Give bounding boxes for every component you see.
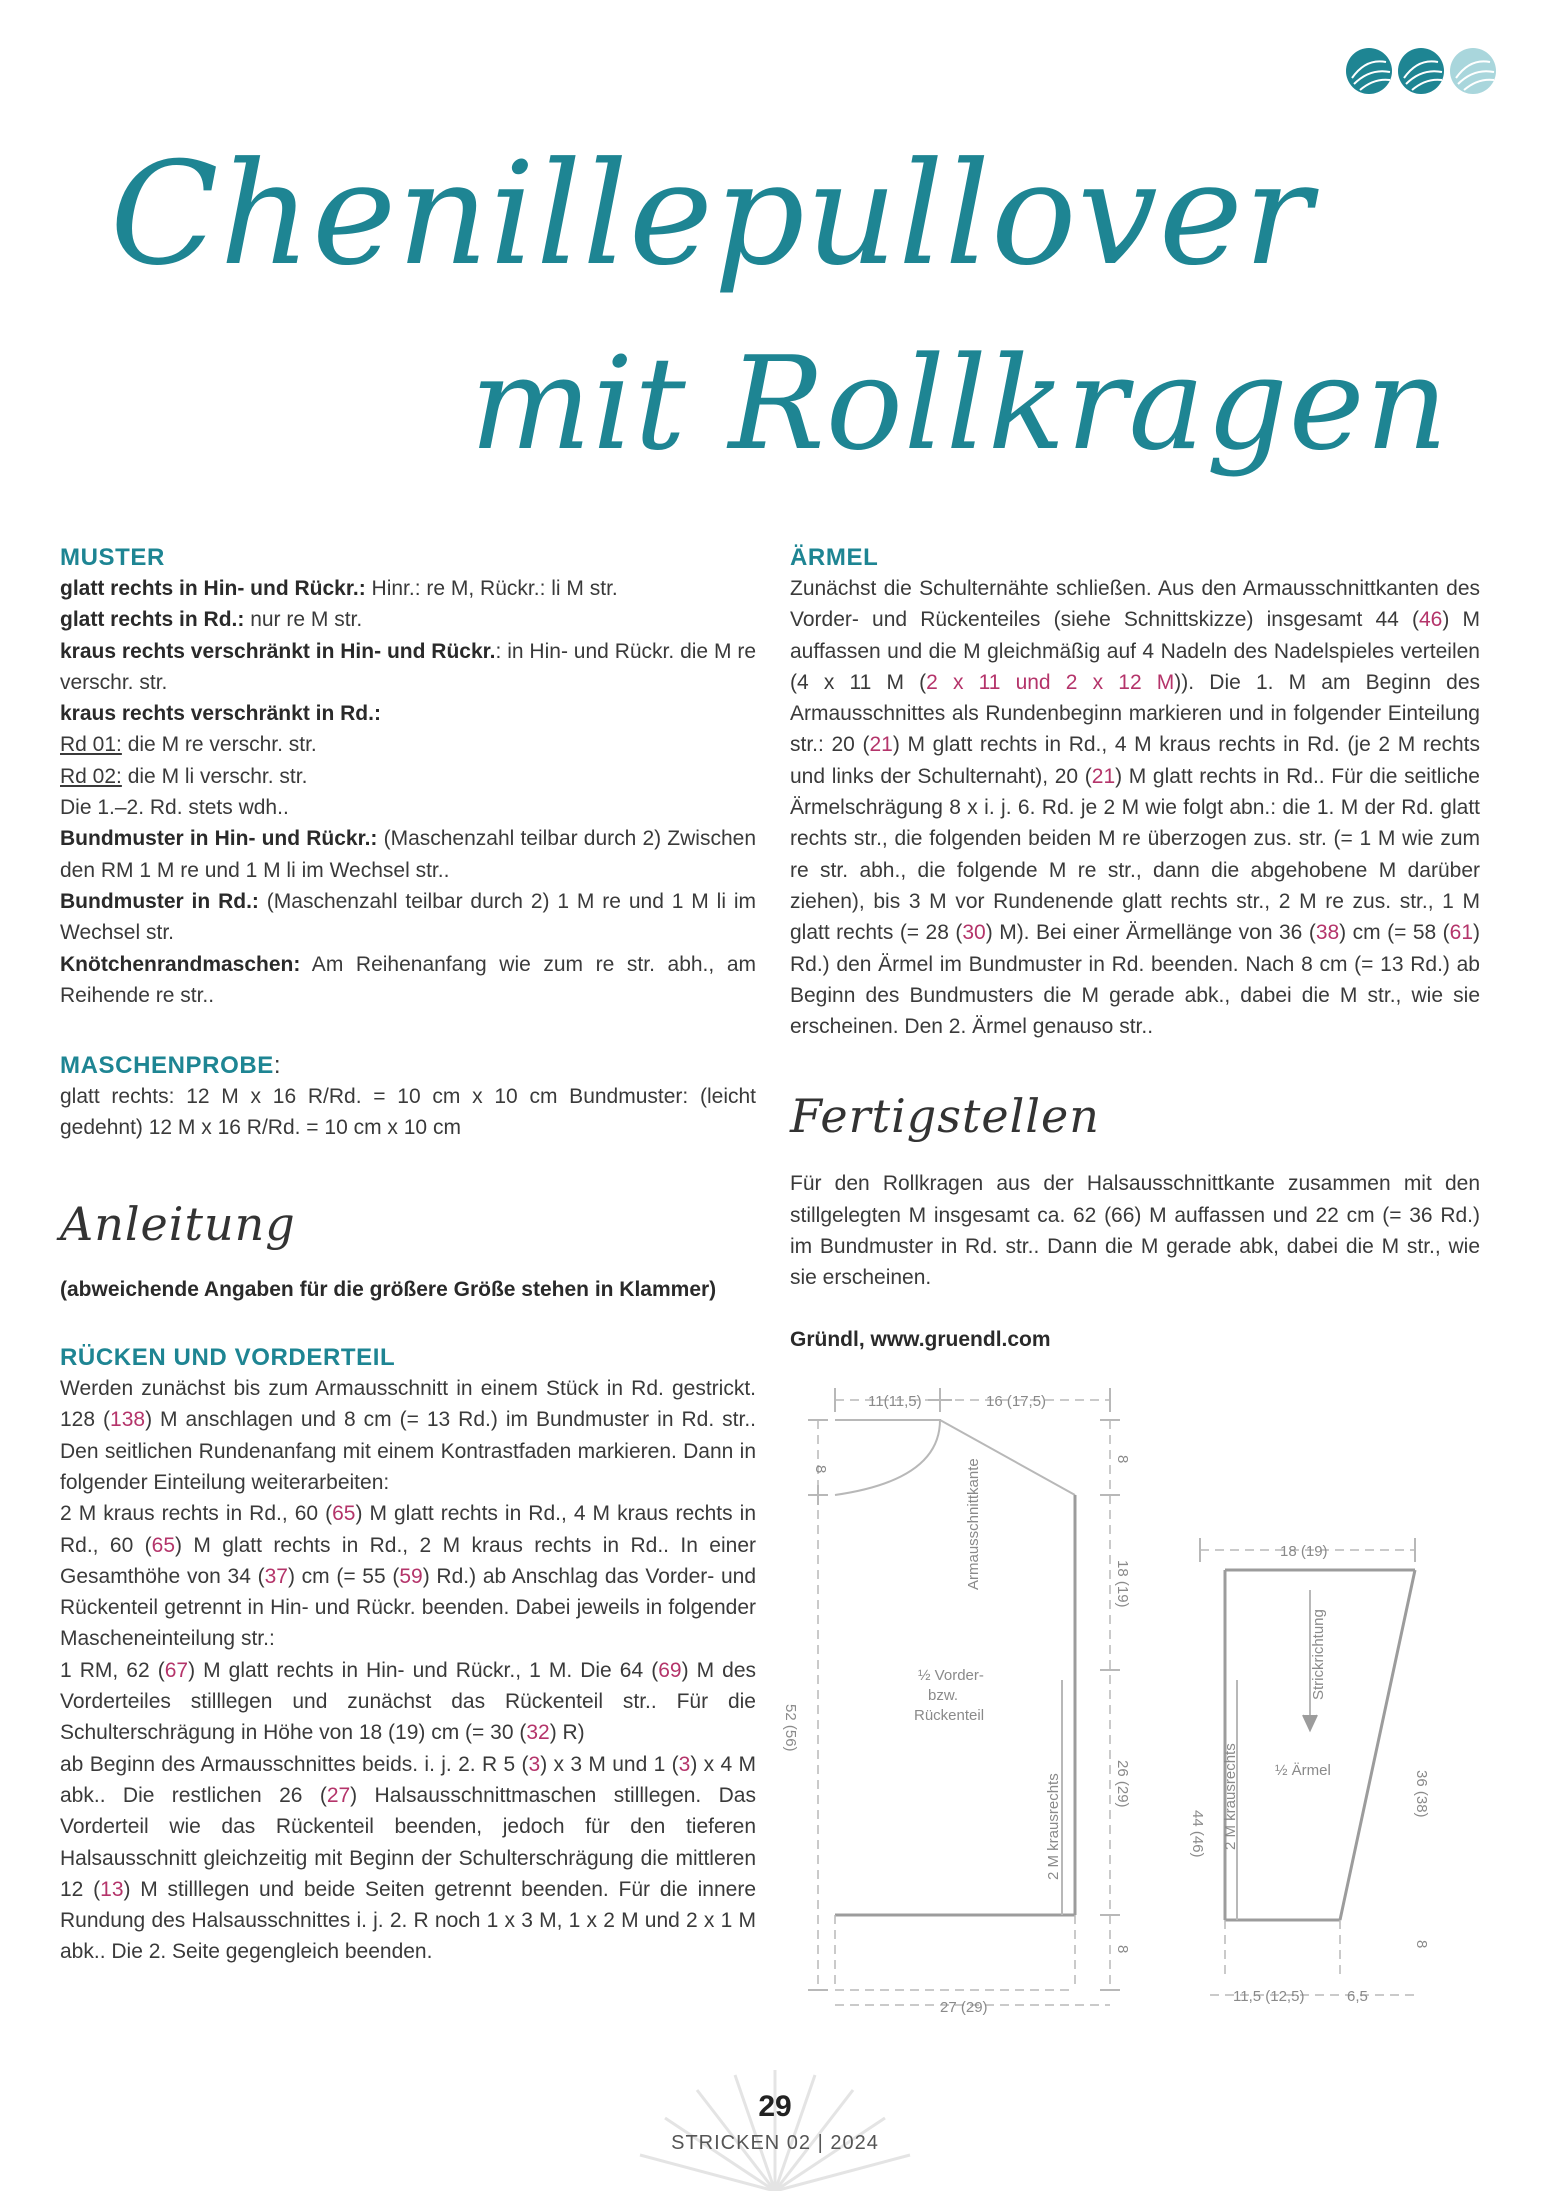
muster-line: kraus rechts verschränkt in Rd.: [60, 702, 381, 726]
dim-label: 52 (56) [782, 1704, 799, 1752]
ruecken-paragraph: 2 M kraus rechts in Rd., 60 (65) M glatt rechts in Rd., 4 M kraus rechts in Rd., 60 (65) M glatt rechts in Rd., 2 M kraus rechts in Rd.. In einer Gesamthöhe von 34 (37) cm (= 55 (59) Rd.) ab Anschlag das Vorder- und Rückenteil getrennt in Hin- und Rückr. beenden. Dabei jeweils in folgender Mascheneinteilung str.: [60, 1502, 757, 1651]
armhole-label: Armausschnittkante [965, 1458, 982, 1590]
dim-label: 16 (17,5) [986, 1393, 1047, 1410]
body-schematic [782, 1380, 1131, 2020]
dim-label: 11(11,5) [868, 1393, 922, 1410]
neckline-curve [835, 1420, 940, 1495]
sunburst-ornament [625, 2070, 925, 2191]
dim-label: 11,5 (12,5) [1233, 1988, 1305, 2005]
piece-label: ½ Ärmel [1275, 1762, 1331, 1779]
maschenprobe-heading: MASCHENPROBE: [60, 1052, 282, 1080]
dim-label: 18 (19) [1114, 1560, 1131, 1608]
fertigstellen-text: Für den Rollkragen aus der Halsausschnittkante zusammen mit den stillgelegten M insgesamt ca. 62 (66) M auffassen und 22 cm (= 36 Rd.) im Bundmuster in Rd. str.. Dann die M gerade abk, dabei die M str., wie sie erscheinen. [790, 1172, 1480, 1290]
muster-line: glatt rechts in Hin- und Rückr.: Hinr.: re M, Rückr.: li M str. [60, 577, 618, 600]
ruecken-paragraph: Werden zunächst bis zum Armausschnitt in einem Stück in Rd. gestrickt. 128 (138) M anschlagen und 8 cm (= 13 Rd.) im Bundmuster in Rd. str.. Den seitlichen Rundenanfang mit einem Kontrastfaden markieren. Dann in folgender Einteilung weiterarbeiten: [60, 1377, 756, 1494]
dim-label: 36 (38) [1413, 1770, 1430, 1818]
source-credit: Gründl, www.gruendl.com [790, 1327, 1051, 1351]
muster-line: Rd 01: die M re verschr. str. [60, 733, 317, 757]
magazine-issue: STRICKEN 02 | 2024 [671, 2132, 879, 2154]
dim-label: 44 (46) [1189, 1810, 1206, 1858]
yarn-lines-overlay [1346, 48, 1496, 94]
piece-label: ½ Vorder- [918, 1667, 984, 1684]
dim-label: 8 [812, 1465, 829, 1474]
aermel-heading: ÄRMEL [790, 544, 879, 571]
right-column [790, 543, 1480, 1355]
maschenprobe-text: glatt rechts: 12 M x 16 R/Rd. = 10 cm x 10 cm Bundmuster: (leicht gedehnt) 12 M x 16 R/Rd. = 10 cm x 10 cm [60, 1085, 756, 1140]
muster-line: Rd 02: die M li verschr. str. [60, 764, 308, 788]
dim-label: 8 [1114, 1945, 1131, 1954]
direction-label: Strickrichtung [1310, 1609, 1327, 1700]
title-line-1: Chenillepullover [110, 132, 1313, 297]
kraus-label: 2 M krausrechts [1222, 1743, 1239, 1850]
dim-label: 26 (29) [1114, 1760, 1131, 1808]
left-column [60, 543, 756, 1968]
muster-line: Die 1.–2. Rd. stets wdh.. [60, 796, 289, 820]
dim-label: 27 (29) [940, 1999, 988, 2016]
anleitung-note: (abweichende Angaben für die größere Größe stehen in Klammer) [60, 1277, 717, 1301]
page-number: 29 [758, 2090, 792, 2123]
muster-line: Bundmuster in Hin- und Rückr.: (Maschenzahl teilbar durch 2) Zwischen den RM 1 M re und 1 M li im Wechsel str.. [60, 827, 757, 882]
sleeve-schematic [1185, 1530, 1435, 2020]
dim-label: 8 [1413, 1940, 1430, 1949]
muster-line: kraus rechts verschränkt in Hin- und Rückr.: in Hin- und Rückr. die M re verschr. str. [60, 639, 757, 694]
kraus-label: 2 M krausrechts [1045, 1773, 1062, 1880]
muster-line: glatt rechts in Rd.: nur re M str. [60, 608, 363, 632]
muster-heading: MUSTER [60, 544, 165, 571]
aermel-paragraph: Zunächst die Schulternähte schließen. Aus den Armausschnittkanten des Vorder- und Rückenteiles (siehe Schnittskizze) insgesamt 44 (46) M auffassen und die M gleichmäßig auf 4 Nadeln des Nadelspieles verteilen (4 x 11 M (2 x 11 und 2 x 12 M)). Die 1. M am Beginn des Armausschnittes als Rundenbeginn markieren und in folgender Einteilung str.: 20 (21) M glatt rechts in Rd., 4 M kraus rechts in Rd. (je 2 M rechts und links der Schulternaht), 20 (21) M glatt rechts in Rd.. Für die seitliche Ärmelschrägung 8 x i. j. 6. Rd. je 2 M wie folgt abn.: die 1. M der Rd. glatt rechts str., die folgenden beiden M re überzogen zus. str. (= 1 M wie zum re str. abh., die folgende M re str., dann die abgehobene M darüber ziehen), bis 3 M vor Rundenende glatt rechts str., 2 M re zus. str., 1 M glatt rechts (= 28 (30) M). Bei einer Ärmellänge von 36 (38) cm (= 58 (61) Rd.) den Ärmel im Bundmuster in Rd. beenden. Nach 8 cm (= 13 Rd.) ab Beginn des Bundmusters die M gerade abk., dabei die M str., wie sie erscheinen. Den 2. Ärmel genauso str.. [790, 577, 1481, 1039]
title-line-2: mit Rollkragen [470, 330, 1449, 479]
piece-label: Rückenteil [914, 1707, 985, 1724]
muster-line: Bundmuster in Rd.: (Maschenzahl teilbar durch 2) 1 M re und 1 M li im Wechsel str. [60, 889, 757, 945]
piece-label: bzw. [928, 1687, 959, 1704]
dim-label: 18 (19) [1280, 1543, 1328, 1560]
ruecken-paragraph: ab Beginn des Armausschnittes beids. i. j. 2. R 5 (3) x 3 M und 1 (3) x 4 M abk.. Die restlichen 26 (27) Halsausschnittmaschen stilllegen. Das Vorderteil wie das Rückenteil beenden, jedoch für den tieferen Halsausschnitt gleichzeitig mit Beginn der Schulterschrägung die mittleren 12 (13) M stilllegen und beide Seiten getrennt beenden. Für die innere Rundung des Halsausschnittes i. j. 2. R noch 1 x 3 M, 1 x 2 M und 2 x 1 M abk.. Die 2. Seite gegengleich beenden. [60, 1752, 757, 1964]
anleitung-heading: Anleitung [60, 1196, 296, 1251]
ruecken-heading: RÜCKEN UND VORDERTEIL [60, 1344, 396, 1372]
dim-label: 8 [1114, 1455, 1131, 1464]
direction-arrow-head [1303, 1715, 1317, 1730]
dim-label: 6,5 [1347, 1988, 1368, 2005]
sleeve-slant [1340, 1570, 1415, 1920]
ruecken-paragraph: 1 RM, 62 (67) M glatt rechts in Hin- und Rückr., 1 M. Die 64 (69) M des Vorderteiles stilllegen und zunächst das Rückenteil str.. Für die Schulterschrägung in Höhe von 18 (19) cm (= 30 (32) R) [60, 1658, 757, 1745]
shoulder-line [940, 1420, 1075, 1495]
muster-line: Knötchenrandmaschen: Am Reihenanfang wie zum re str. abh., am Reihende re str.. [60, 952, 756, 1007]
fertigstellen-heading: Fertigstellen [790, 1089, 1100, 1144]
